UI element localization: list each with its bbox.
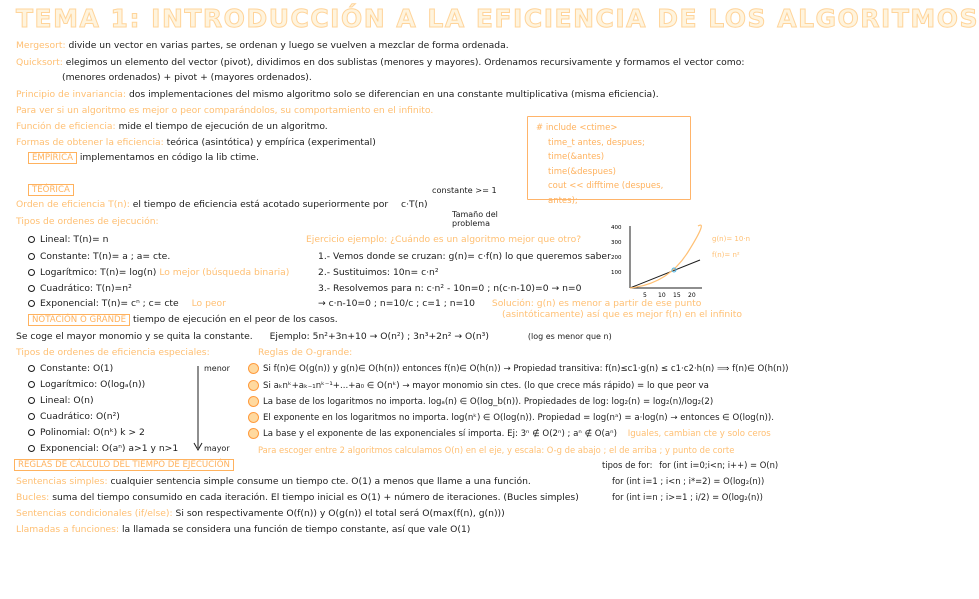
- reglas-calculo-box: REGLAS DE CÁLCULO DEL TIEMPO DE EJECUCIÓN: [14, 459, 234, 471]
- reglas-title: Reglas de O-grande:: [258, 347, 353, 358]
- ctime-code-box: [527, 116, 691, 206]
- orden-constante-text: Constante: O(1): [40, 363, 114, 374]
- y-tick-400: 400: [611, 225, 622, 231]
- tipo-lineal: [28, 234, 108, 246]
- for-3: for (int i=n ; i>=1 ; i/2) = O(log₂(n)): [612, 492, 763, 502]
- tipo-exponencial: [28, 298, 226, 310]
- constante-note: constante >= 1: [432, 185, 497, 195]
- funcion-text: mide el tiempo de ejecución de un algoritmo.: [118, 121, 328, 132]
- condicionales-key: Sentencias condicionales (if/else):: [16, 508, 173, 519]
- circle-bullet-icon: [248, 396, 259, 407]
- paso-4-text: → c·n-10=0 ; n=10/c ; c=1 ; n=10: [318, 298, 475, 309]
- sentencias-line: [16, 476, 531, 488]
- page-title: TEMA 1: INTRODUCCIÓN A LA EFICIENCIA DE LOS ALGORITMOS: [16, 4, 979, 33]
- bucles-text: suma del tiempo consumido en cada iteración. El tiempo inicial es O(1) + número de iteraciones. (Bucles simples): [52, 492, 579, 503]
- code-line-4: time(&despues): [548, 166, 616, 177]
- reglas-calculo-line: [14, 459, 234, 471]
- orden-lineal-text: Lineal: O(n): [40, 395, 94, 406]
- bucles-line: [16, 492, 579, 504]
- paso-2: 2.- Sustituimos: 10n= c·n²: [318, 267, 439, 278]
- orden-constante: [28, 363, 113, 375]
- x-tick-20: 20: [688, 292, 696, 299]
- regla-3-text: La base de los logaritmos no importa. logₐ(n) ∈ O(log_b(n)). Propiedades de log: log₂(n) = log₂(n)/log₂(2): [263, 397, 714, 407]
- tipo-logaritmico-note: Lo mejor (búsqueda binaria): [159, 267, 290, 278]
- regla-5: [248, 428, 771, 440]
- y-tick-200: 200: [611, 255, 622, 261]
- f-curve: [630, 225, 701, 288]
- tipo-logaritmico: [28, 267, 289, 279]
- llamadas-text: la llamada se considera una función de tiempo constante, así que vale O(1): [122, 524, 471, 535]
- funcion-key: Función de eficiencia:: [16, 121, 116, 132]
- regla-4-text: El exponente en los logaritmos no importa. log(nᵏ) ∈ O(log(n)). Propiedad = log(nᵃ) = a·log(n) → entonces ∈ O(log(n)).: [263, 413, 774, 423]
- bullet-icon: [28, 300, 35, 307]
- orden-key: Orden de eficiencia T(n):: [16, 199, 130, 210]
- tipo-lineal-text: Lineal: T(n)= n: [40, 234, 109, 245]
- x-tick-10: 10: [658, 292, 666, 299]
- tipo-constante: [28, 251, 170, 263]
- paso-3: 3.- Resolvemos para n: c·n² - 10n=0 ; n(c·n-10)=0 → n=0: [318, 283, 582, 294]
- graph-label-g: g(n)= 10·n: [712, 235, 751, 243]
- orden-cuadratico-text: Cuadrático: O(n²): [40, 411, 120, 422]
- regla-6: Para escoger entre 2 algoritmos calculamos O(n) en el eje, y escala: O-g de abajo ; el de arriba ; y punto de corte: [258, 445, 735, 455]
- tipo-exponencial-text: Exponencial: T(n)= cⁿ ; c= cte: [40, 298, 179, 309]
- graph-label-f: f(n)= n²: [712, 251, 740, 259]
- llamadas-key: Llamadas a funciones:: [16, 524, 120, 535]
- quicksort-line2: (menores ordenados) + pivot + (mayores ordenados).: [62, 72, 312, 83]
- regla-5-note: Iguales, cambian cte y solo ceros: [627, 429, 771, 439]
- circle-bullet-icon: [248, 428, 259, 439]
- regla-2: [248, 380, 709, 392]
- orden-exponencial-text: Exponencial: O(aⁿ) a>1 y n>1: [40, 443, 179, 454]
- paso-1: 1.- Vemos donde se cruzan: g(n)= c·f(n) lo que queremos saber: [318, 251, 611, 262]
- formas-line: [16, 137, 376, 149]
- formas-key: Formas de obtener la eficiencia:: [16, 137, 164, 148]
- orden-polinomial: [28, 427, 145, 439]
- regla-1-text: Si f(n)∈ O(g(n)) y g(n)∈ O(h(n)) entonces f(n)∈ O(h(n)) → Propiedad transitiva: f(n)≤c1·g(n) ≤ c1·c2·h(n) ⟹ f(n)∈ O(h(n)): [263, 364, 789, 374]
- for-1-text: for (int i=0;i<n; i++) = O(n): [659, 460, 779, 470]
- orden-cuadratico: [28, 411, 120, 423]
- tamano-note-1: Tamaño del: [452, 210, 498, 219]
- code-line-3: time(&antes): [548, 152, 605, 162]
- ejercicio-title: Ejercicio ejemplo: ¿Cuándo es un algoritmo mejor que otro?: [306, 234, 582, 245]
- bullet-icon: [28, 253, 35, 260]
- notacion-line: [28, 314, 338, 326]
- monomio-text: Se coge el mayor monomio y se quita la constante.: [16, 331, 253, 342]
- orden-lineal: [28, 395, 94, 407]
- bullet-icon: [28, 365, 35, 372]
- y-tick-100: 100: [611, 270, 622, 276]
- quicksort-key: Quicksort:: [16, 57, 63, 68]
- tamano-note: [452, 210, 498, 228]
- empirica-box: EMPÍRICA: [28, 152, 77, 164]
- mayor-label: mayor: [204, 444, 230, 453]
- tamano-note-2: problema: [452, 219, 491, 228]
- bullet-icon: [28, 445, 35, 452]
- empirica-line: [28, 152, 259, 164]
- log-note: (log es menor que n): [527, 332, 612, 341]
- bullet-icon: [28, 429, 35, 436]
- mergesort-line: [16, 40, 509, 52]
- teorica-line: [28, 184, 74, 196]
- tipo-constante-text: Constante: T(n)= a ; a= cte.: [40, 251, 171, 262]
- circle-bullet-icon: [248, 412, 259, 423]
- bullet-icon: [28, 236, 35, 243]
- tipos-orden-title: Tipos de ordenes de eficiencia especiales:: [16, 347, 210, 358]
- menor-label: menor: [204, 364, 230, 373]
- cxtn-text: c·T(n): [401, 199, 428, 210]
- code-line-5: cout << difftime (despues, antes);: [548, 181, 664, 206]
- mergesort-text: divide un vector en varias partes, se ordenan y luego se vuelven a mezclar de forma ordenada.: [68, 40, 509, 51]
- g-line: [630, 260, 700, 288]
- tipos-ejecucion-title: Tipos de ordenes de ejecución:: [16, 216, 159, 227]
- y-tick-300: 300: [611, 240, 622, 246]
- x-tick-5: 5: [643, 292, 647, 299]
- for-types-label: tipos de for:: [602, 460, 653, 470]
- orden-logaritmico-text: Logarítmico: O(logₐ(n)): [40, 379, 146, 390]
- regla-3: [248, 396, 713, 408]
- regla-4: [248, 412, 774, 424]
- quicksort-line: [16, 57, 744, 69]
- paso-4-solucion-2: (asintóticamente) así que es mejor f(n) en el infinito: [502, 309, 743, 320]
- invarianza-key: Principio de invariancia:: [16, 89, 127, 100]
- bullet-icon: [28, 269, 35, 276]
- bullet-icon: [28, 397, 35, 404]
- sentencias-key: Sentencias simples:: [16, 476, 108, 487]
- down-arrow-icon: [192, 364, 204, 454]
- orden-logaritmico: [28, 379, 145, 391]
- empirica-text: implementamos en código la lib ctime.: [79, 152, 259, 163]
- monomio-line: [16, 331, 612, 343]
- code-line-2: time_t antes, despues;: [548, 137, 645, 148]
- orden-line: [16, 199, 428, 211]
- ejemplo-text: Ejemplo: 5n²+3n+10 → O(n²) ; 3n³+2n² → O(n³): [269, 331, 489, 342]
- invarianza-line: [16, 89, 659, 101]
- paso-4-solucion: Solución: g(n) es menor a partir de ese punto: [491, 298, 702, 309]
- sentencias-text: cualquier sentencia simple consume un tiempo cte. O(1) a menos que llame a una función.: [110, 476, 531, 487]
- growth-graph: [608, 222, 776, 304]
- for-types-header: [602, 459, 778, 471]
- tipo-cuadratico: [28, 283, 132, 295]
- regla-5-text: La base y el exponente de las exponenciales sí importa. Ej: 3ⁿ ∉ O(2ⁿ) ; aⁿ ∉ O(aⁿ): [263, 429, 617, 439]
- quicksort-text: elegimos un elemento del vector (pivot), dividimos en dos sublistas (menores y mayores). Ordenamos recursivamente y formamos el vector como:: [65, 57, 745, 68]
- bullet-icon: [28, 381, 35, 388]
- tipo-logaritmico-text: Logarítmico: T(n)= log(n): [40, 267, 157, 278]
- orden-polinomial-text: Polinomial: O(nᵏ) k > 2: [40, 427, 145, 438]
- condicionales-line: [16, 508, 505, 520]
- circle-bullet-icon: [248, 363, 259, 374]
- notacion-box: NOTACIÓN O GRANDE: [28, 314, 130, 326]
- mergesort-key: Mergesort:: [16, 40, 66, 51]
- notacion-text: tiempo de ejecución en el peor de los casos.: [133, 314, 338, 325]
- bucles-key: Bucles:: [16, 492, 50, 503]
- regla-2-text: Si aₖnᵏ+aₖ₋₁nᵏ⁻¹+...+a₀ ∈ O(nᵏ) → mayor monomio sin ctes. (lo que crece más rápido) = lo que peor va: [263, 381, 709, 391]
- formas-text: teórica (asintótica) y empírica (experimental): [166, 137, 376, 148]
- comparar-line: Para ver si un algoritmo es mejor o peor comparándolos, su comportamiento en el infinito.: [16, 105, 434, 116]
- bullet-icon: [28, 413, 35, 420]
- funcion-line: [16, 121, 328, 133]
- condicionales-text: Si son respectivamente O(f(n)) y O(g(n)) el total será O(max(f(n), g(n))): [175, 508, 505, 519]
- teorica-box: TEÓRICA: [28, 184, 74, 196]
- x-tick-15: 15: [673, 292, 681, 299]
- code-line-1: # include <ctime>: [536, 123, 618, 133]
- circle-bullet-icon: [248, 380, 259, 391]
- orden-text: el tiempo de eficiencia está acotado superiormente por: [132, 199, 389, 210]
- llamadas-line: [16, 524, 470, 536]
- bullet-icon: [28, 285, 35, 292]
- invarianza-text: dos implementaciones del mismo algoritmo solo se diferencian en una constante multiplicativa (misma eficiencia).: [128, 89, 659, 100]
- orden-exponencial: [28, 443, 178, 455]
- tipo-exponencial-note: Lo peor: [191, 298, 226, 309]
- for-2: for (int i=1 ; i<n ; i*=2) = O(log₂(n)): [612, 476, 765, 486]
- regla-1: [248, 363, 789, 375]
- tipo-cuadratico-text: Cuadrático: T(n)=n²: [40, 283, 132, 294]
